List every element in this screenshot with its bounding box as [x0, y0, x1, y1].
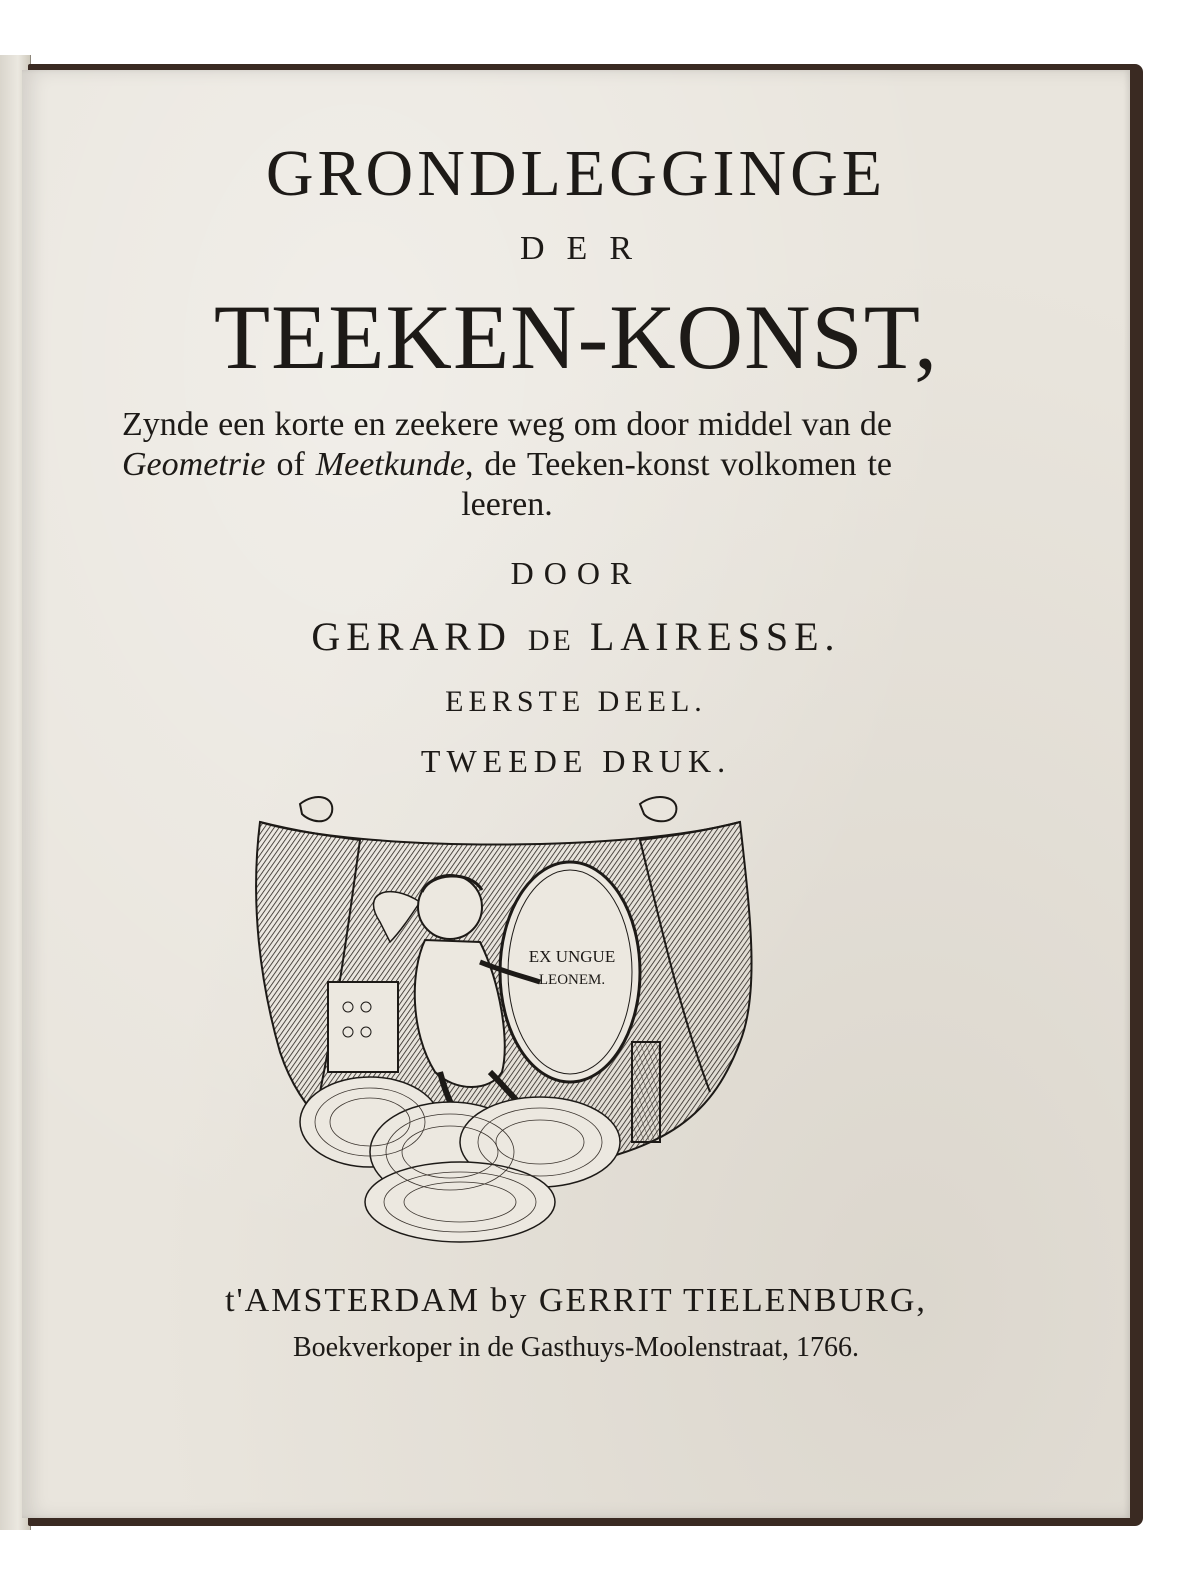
- by-label: DOOR: [510, 555, 642, 591]
- subtitle-part-2: of: [265, 446, 316, 483]
- author-name: [22, 613, 1130, 660]
- subtitle-part-1: Zynde een korte en zeekere weg om door middel van de: [122, 406, 892, 443]
- subtitle: [122, 405, 892, 525]
- part-label: EERSTE DEEL.: [445, 685, 707, 718]
- edition-label: TWEEDE DRUK.: [420, 743, 732, 779]
- engraved-vignette: [240, 792, 760, 1252]
- author-last: LAIRESSE.: [589, 614, 841, 659]
- imprint-line-1: t'AMSTERDAM by GERRIT TIELENBURG,: [225, 1282, 927, 1319]
- ribbon-left: [300, 797, 332, 821]
- subtitle-part-3: , de Teeken-konst volkomen te leeren.: [461, 446, 892, 523]
- author-first: GERARD: [311, 614, 512, 659]
- subtitle-italic-geometrie: Geometrie: [122, 446, 266, 483]
- motto-line-1: EX UNGUE: [528, 947, 616, 966]
- subtitle-italic-meetkunde: Meetkunde: [315, 446, 465, 483]
- ribbon-right: [640, 797, 676, 821]
- book-stack: [328, 982, 398, 1072]
- title-line-1: GRONDLEGGINGE: [265, 137, 887, 210]
- title-page: [22, 70, 1130, 1518]
- imprint-line-2: Boekverkoper in de Gasthuys-Moolenstraat, 1766.: [292, 1332, 860, 1363]
- motto-line-2: LEONEM.: [538, 972, 606, 988]
- title-line-2: DER: [520, 230, 654, 267]
- author-particle: DE: [527, 624, 574, 657]
- title-line-3: TEEKEN-KONST,: [213, 286, 939, 388]
